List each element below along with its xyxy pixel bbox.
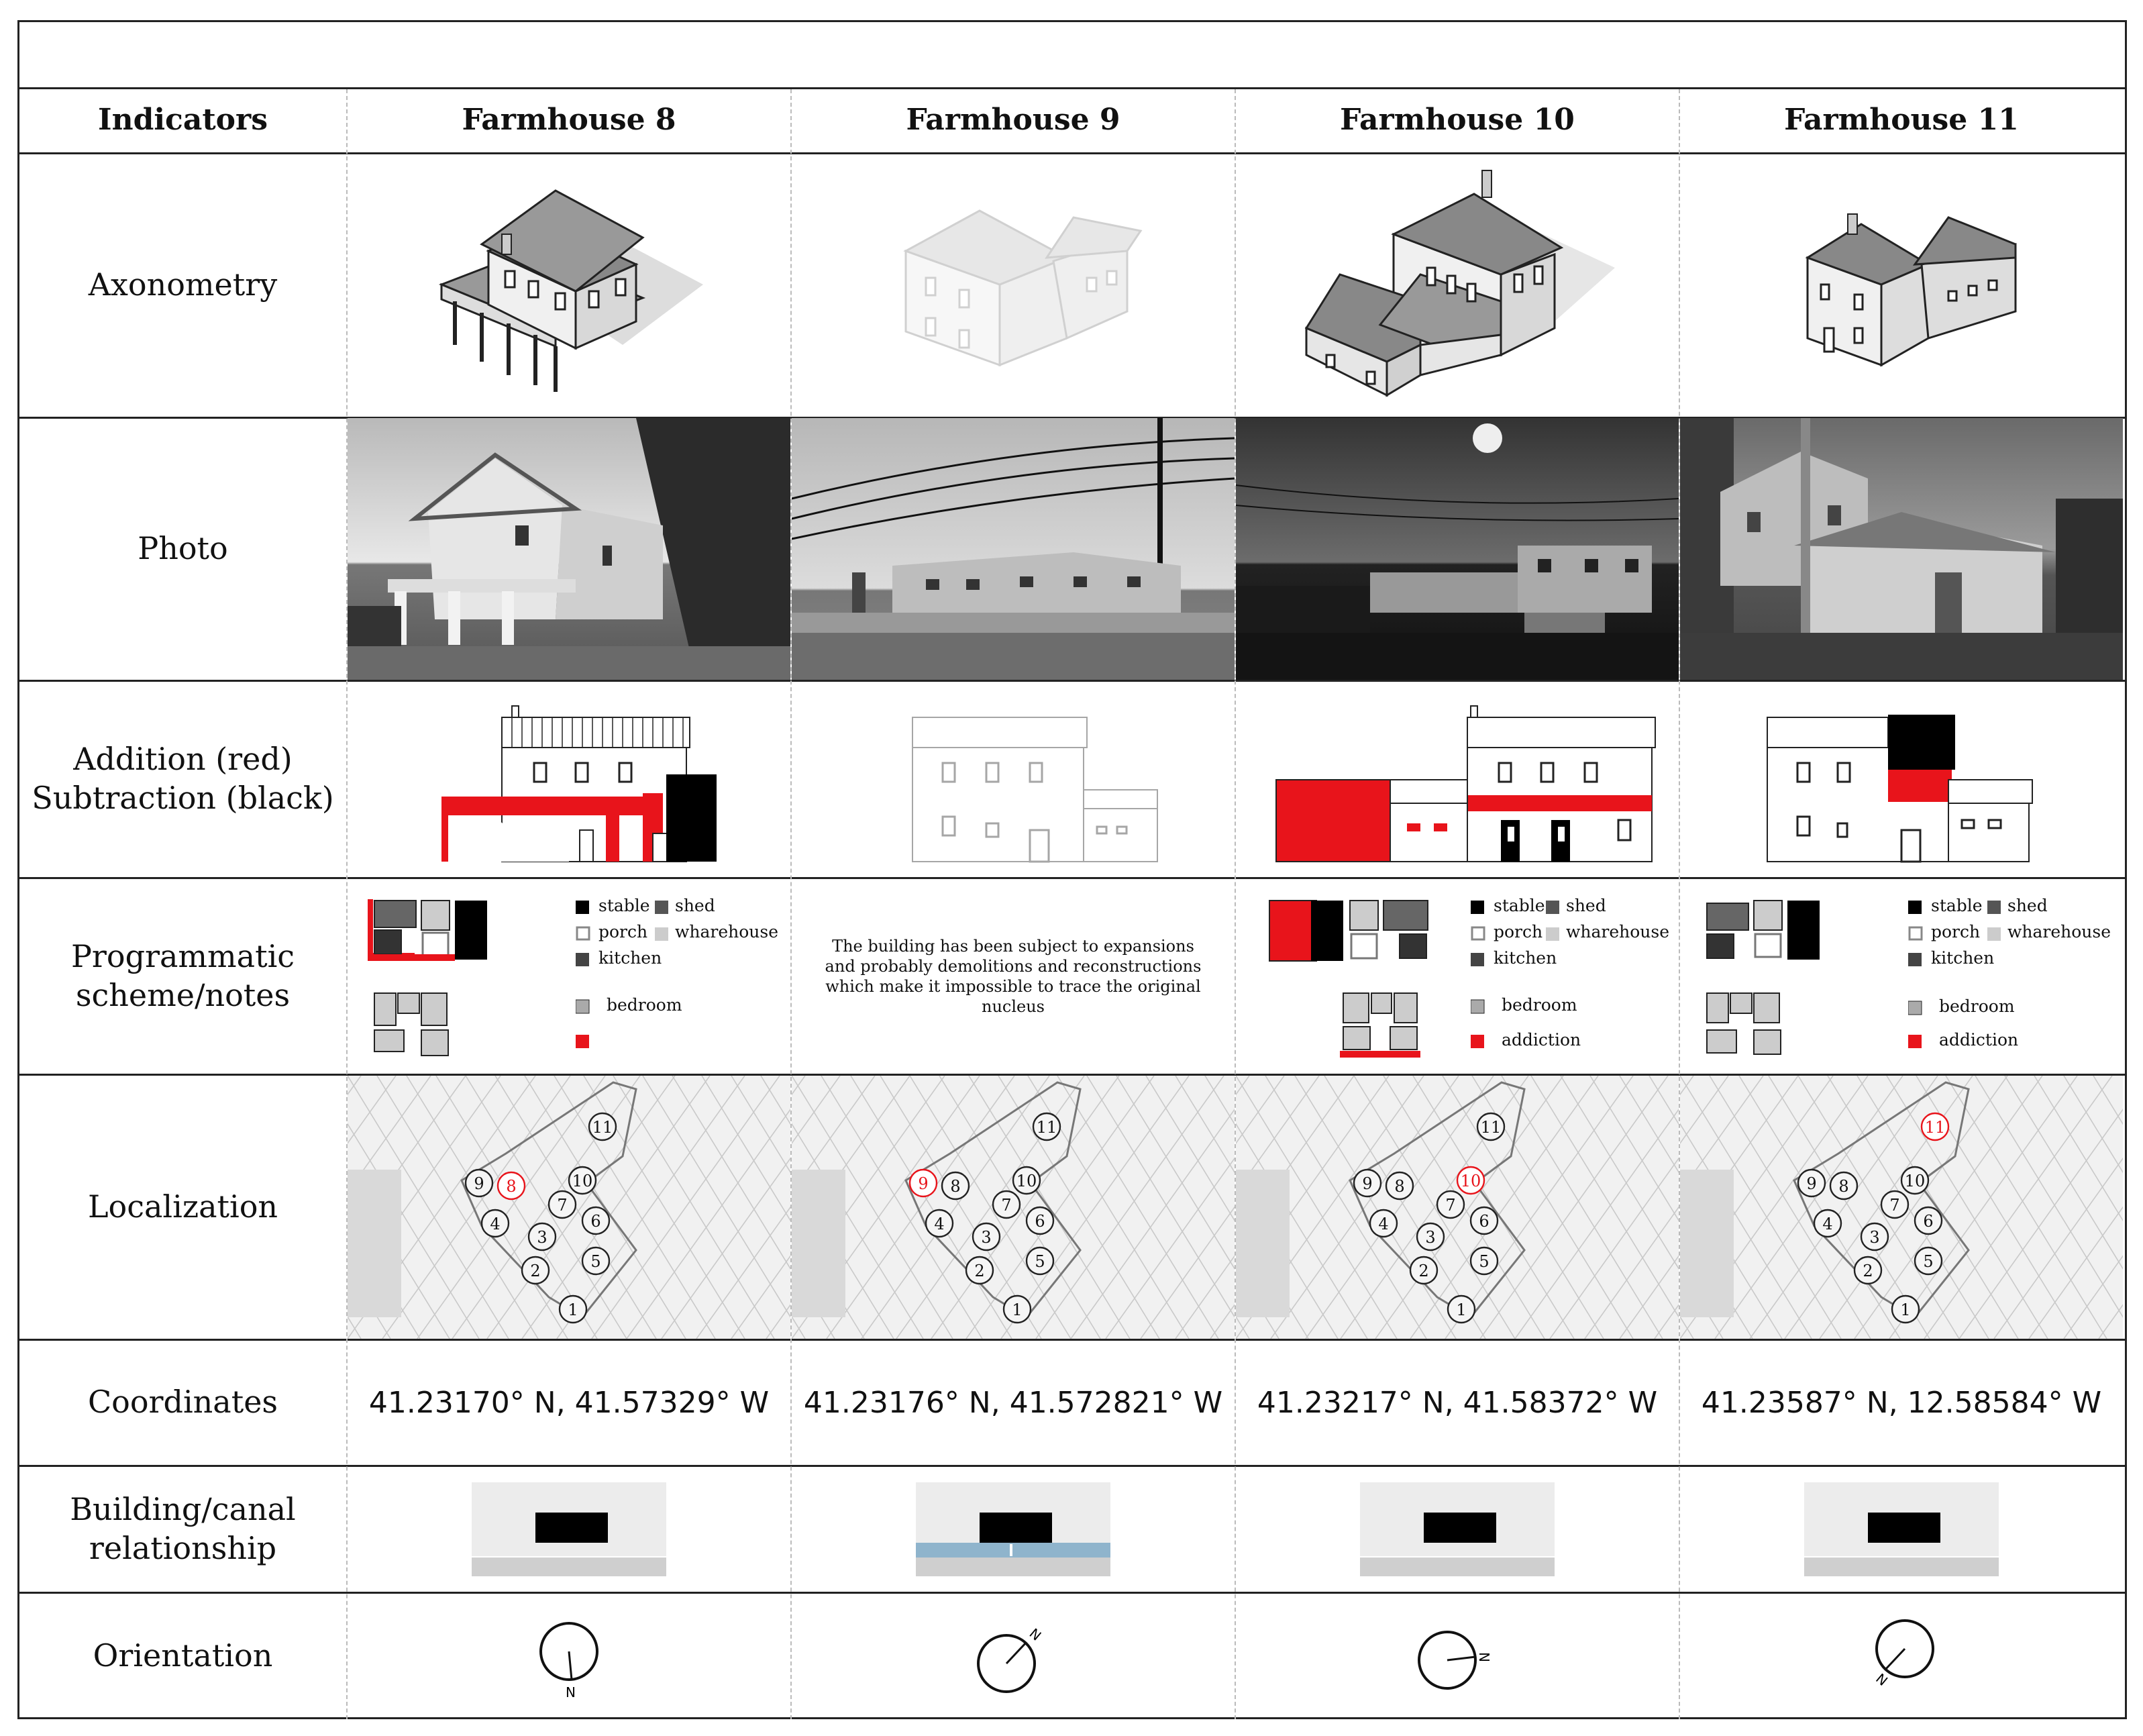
legend-kitchen: kitchen (1494, 948, 1557, 968)
canal-diagram-farmhouse-9 (792, 1467, 1235, 1592)
compass-letter: N (1026, 1625, 1045, 1644)
map-marker-number: 8 (1394, 1177, 1405, 1196)
map-marker-number: 7 (1001, 1196, 1012, 1215)
photo-farmhouse-10 (1236, 418, 1679, 680)
legend-wharehouse: wharehouse (2007, 922, 2111, 941)
legend-porch: porch (1494, 922, 1543, 941)
orientation-farmhouse-8 (348, 1594, 790, 1719)
row-label-orientation: Orientation (93, 1637, 273, 1674)
canal-label-line1: Building/canal (70, 1490, 296, 1527)
programmatic-farmhouse-10 (1236, 879, 1679, 1074)
map-marker-number: 3 (537, 1228, 547, 1247)
legend-stable: stable (598, 896, 650, 915)
map-marker-number: 4 (934, 1215, 945, 1233)
photo-farmhouse-9 (792, 418, 1235, 680)
addition-subtraction-farmhouse-8 (348, 682, 790, 877)
header-indicators: Indicators (98, 103, 268, 137)
axonometry-farmhouse-8 (348, 152, 790, 417)
site-map (1236, 1076, 1679, 1339)
map-marker-number: 6 (1035, 1212, 1045, 1231)
addition-subtraction-farmhouse-11 (1680, 682, 2123, 877)
map-marker-number: 10 (1460, 1172, 1481, 1190)
row-label-canal (19, 1465, 346, 1592)
programmatic-label-line1: Programmatic (70, 937, 295, 974)
map-marker-number: 11 (1924, 1118, 1946, 1137)
map-marker-number: 8 (950, 1177, 961, 1196)
program-legend (1471, 892, 1672, 1060)
map-marker-number: 3 (1425, 1228, 1436, 1247)
coordinates-farmhouse-9: 41.23176° N, 41.572821° W (803, 1386, 1223, 1420)
orientation-farmhouse-10 (1236, 1594, 1679, 1719)
addition-label-line2: Subtraction (black) (32, 780, 334, 816)
map-marker-number: 7 (1889, 1196, 1900, 1215)
site-map (792, 1076, 1235, 1339)
map-marker-number: 9 (1362, 1174, 1373, 1193)
legend-bedroom: bedroom (1939, 997, 2015, 1016)
photo-farmhouse-8 (348, 418, 790, 680)
legend-wharehouse: wharehouse (1566, 922, 1670, 941)
row-label-programmatic (19, 877, 346, 1074)
addition-subtraction-farmhouse-9 (792, 682, 1235, 877)
map-marker-number: 8 (1838, 1177, 1849, 1196)
legend-addiction: addiction (1502, 1030, 1581, 1050)
legend-wharehouse: wharehouse (675, 922, 779, 941)
map-marker-number: 3 (981, 1228, 992, 1247)
map-marker-number: 10 (572, 1172, 593, 1190)
legend-kitchen: kitchen (598, 948, 662, 968)
addition-subtraction-farmhouse-10 (1236, 682, 1679, 877)
map-marker-number: 7 (557, 1196, 568, 1215)
localization-map-farmhouse-8 (348, 1076, 790, 1339)
legend-porch: porch (1931, 922, 1981, 941)
map-marker-number: 4 (490, 1215, 501, 1233)
map-marker-number: 2 (1418, 1262, 1429, 1280)
map-marker-number: 2 (1863, 1262, 1873, 1280)
map-marker-number: 6 (590, 1212, 601, 1231)
axonometry-farmhouse-9 (792, 152, 1235, 417)
orientation-farmhouse-9 (792, 1594, 1235, 1719)
map-marker-number: 5 (1923, 1252, 1934, 1271)
compass-icon (529, 1610, 609, 1704)
coordinates-farmhouse-11: 41.23587° N, 12.58584° W (1701, 1386, 2102, 1420)
map-marker-number: 4 (1822, 1215, 1833, 1233)
canal-label-line2: relationship (89, 1529, 277, 1566)
program-diagram (1263, 892, 1437, 1060)
map-marker-number: 10 (1016, 1172, 1037, 1190)
compass-letter: N (566, 1684, 576, 1700)
localization-map-farmhouse-10 (1236, 1076, 1679, 1339)
map-marker-number: 1 (568, 1300, 578, 1319)
axonometry-farmhouse-11 (1680, 152, 2123, 417)
row-label-axonometry: Axonometry (88, 266, 278, 303)
site-map (348, 1076, 790, 1339)
programmatic-note-farmhouse-9: The building has been subject to expansions and probably demolitions and reconstructions which make it impossible to trace the original nucleus (825, 937, 1202, 1016)
map-marker-number: 9 (918, 1174, 929, 1193)
photo-farmhouse-11 (1680, 418, 2123, 680)
programmatic-farmhouse-8 (348, 879, 790, 1074)
legend-bedroom: bedroom (1502, 995, 1577, 1015)
map-marker-number: 11 (592, 1118, 613, 1137)
canal-diagram-farmhouse-11 (1680, 1467, 2123, 1592)
header-farmhouse-8: Farmhouse 8 (462, 103, 676, 137)
programmatic-farmhouse-11 (1680, 879, 2123, 1074)
programmatic-label-line2: scheme/notes (75, 976, 291, 1013)
header-farmhouse-9: Farmhouse 9 (906, 103, 1120, 137)
compass-icon (1861, 1610, 1942, 1704)
compass-letter: N (1873, 1670, 1891, 1689)
map-marker-number: 1 (1012, 1300, 1023, 1319)
indicators-table (17, 20, 2127, 1719)
addition-label-line1: Addition (red) (73, 741, 293, 777)
legend-shed: shed (1566, 896, 1606, 915)
map-marker-number: 5 (1479, 1252, 1489, 1271)
map-marker-number: 9 (1806, 1174, 1817, 1193)
axonometry-farmhouse-10 (1236, 152, 1679, 417)
legend-shed: shed (675, 896, 715, 915)
legend-porch: porch (598, 922, 648, 941)
legend-shed: shed (2007, 896, 2048, 915)
map-marker-number: 5 (590, 1252, 601, 1271)
map-marker-number: 5 (1035, 1252, 1045, 1271)
localization-map-farmhouse-9 (792, 1076, 1235, 1339)
map-marker-number: 1 (1456, 1300, 1467, 1319)
map-marker-number: 4 (1378, 1215, 1389, 1233)
legend-stable: stable (1494, 896, 1545, 915)
legend-kitchen: kitchen (1931, 948, 1995, 968)
map-marker-number: 3 (1869, 1228, 1880, 1247)
map-marker-number: 6 (1479, 1212, 1489, 1231)
map-marker-number: 11 (1036, 1118, 1057, 1137)
header-farmhouse-10: Farmhouse 10 (1340, 103, 1575, 137)
coordinates-farmhouse-8: 41.23170° N, 41.57329° W (368, 1386, 770, 1420)
header-farmhouse-11: Farmhouse 11 (1784, 103, 2019, 137)
row-label-addition (19, 680, 346, 877)
canal-diagram-farmhouse-10 (1236, 1467, 1679, 1592)
row-label-coordinates: Coordinates (87, 1384, 278, 1420)
orientation-farmhouse-11 (1680, 1594, 2123, 1719)
coordinates-farmhouse-10: 41.23217° N, 41.58372° W (1257, 1386, 1658, 1420)
program-diagram (361, 892, 495, 1060)
compass-letter: N (1476, 1651, 1492, 1662)
compass-icon (973, 1610, 1053, 1704)
map-marker-number: 7 (1445, 1196, 1456, 1215)
localization-map-farmhouse-11 (1680, 1076, 2123, 1339)
site-map (1680, 1076, 2123, 1339)
row-label-photo: Photo (138, 530, 228, 566)
row-label-localization: Localization (87, 1188, 278, 1225)
map-marker-number: 9 (474, 1174, 484, 1193)
map-marker-number: 1 (1900, 1300, 1911, 1319)
program-legend (576, 892, 777, 1060)
legend-addiction: addiction (1939, 1030, 2019, 1050)
map-marker-number: 11 (1480, 1118, 1502, 1137)
program-legend (1908, 892, 2116, 1060)
map-marker-number: 6 (1923, 1212, 1934, 1231)
map-marker-number: 10 (1904, 1172, 1926, 1190)
map-marker-number: 2 (530, 1262, 541, 1280)
compass-icon (1410, 1617, 1504, 1697)
canal-diagram-farmhouse-8 (348, 1467, 790, 1592)
program-diagram (1693, 892, 1828, 1060)
map-marker-number: 2 (974, 1262, 985, 1280)
legend-bedroom: bedroom (607, 995, 682, 1015)
legend-stable: stable (1931, 896, 1983, 915)
map-marker-number: 8 (506, 1177, 517, 1196)
